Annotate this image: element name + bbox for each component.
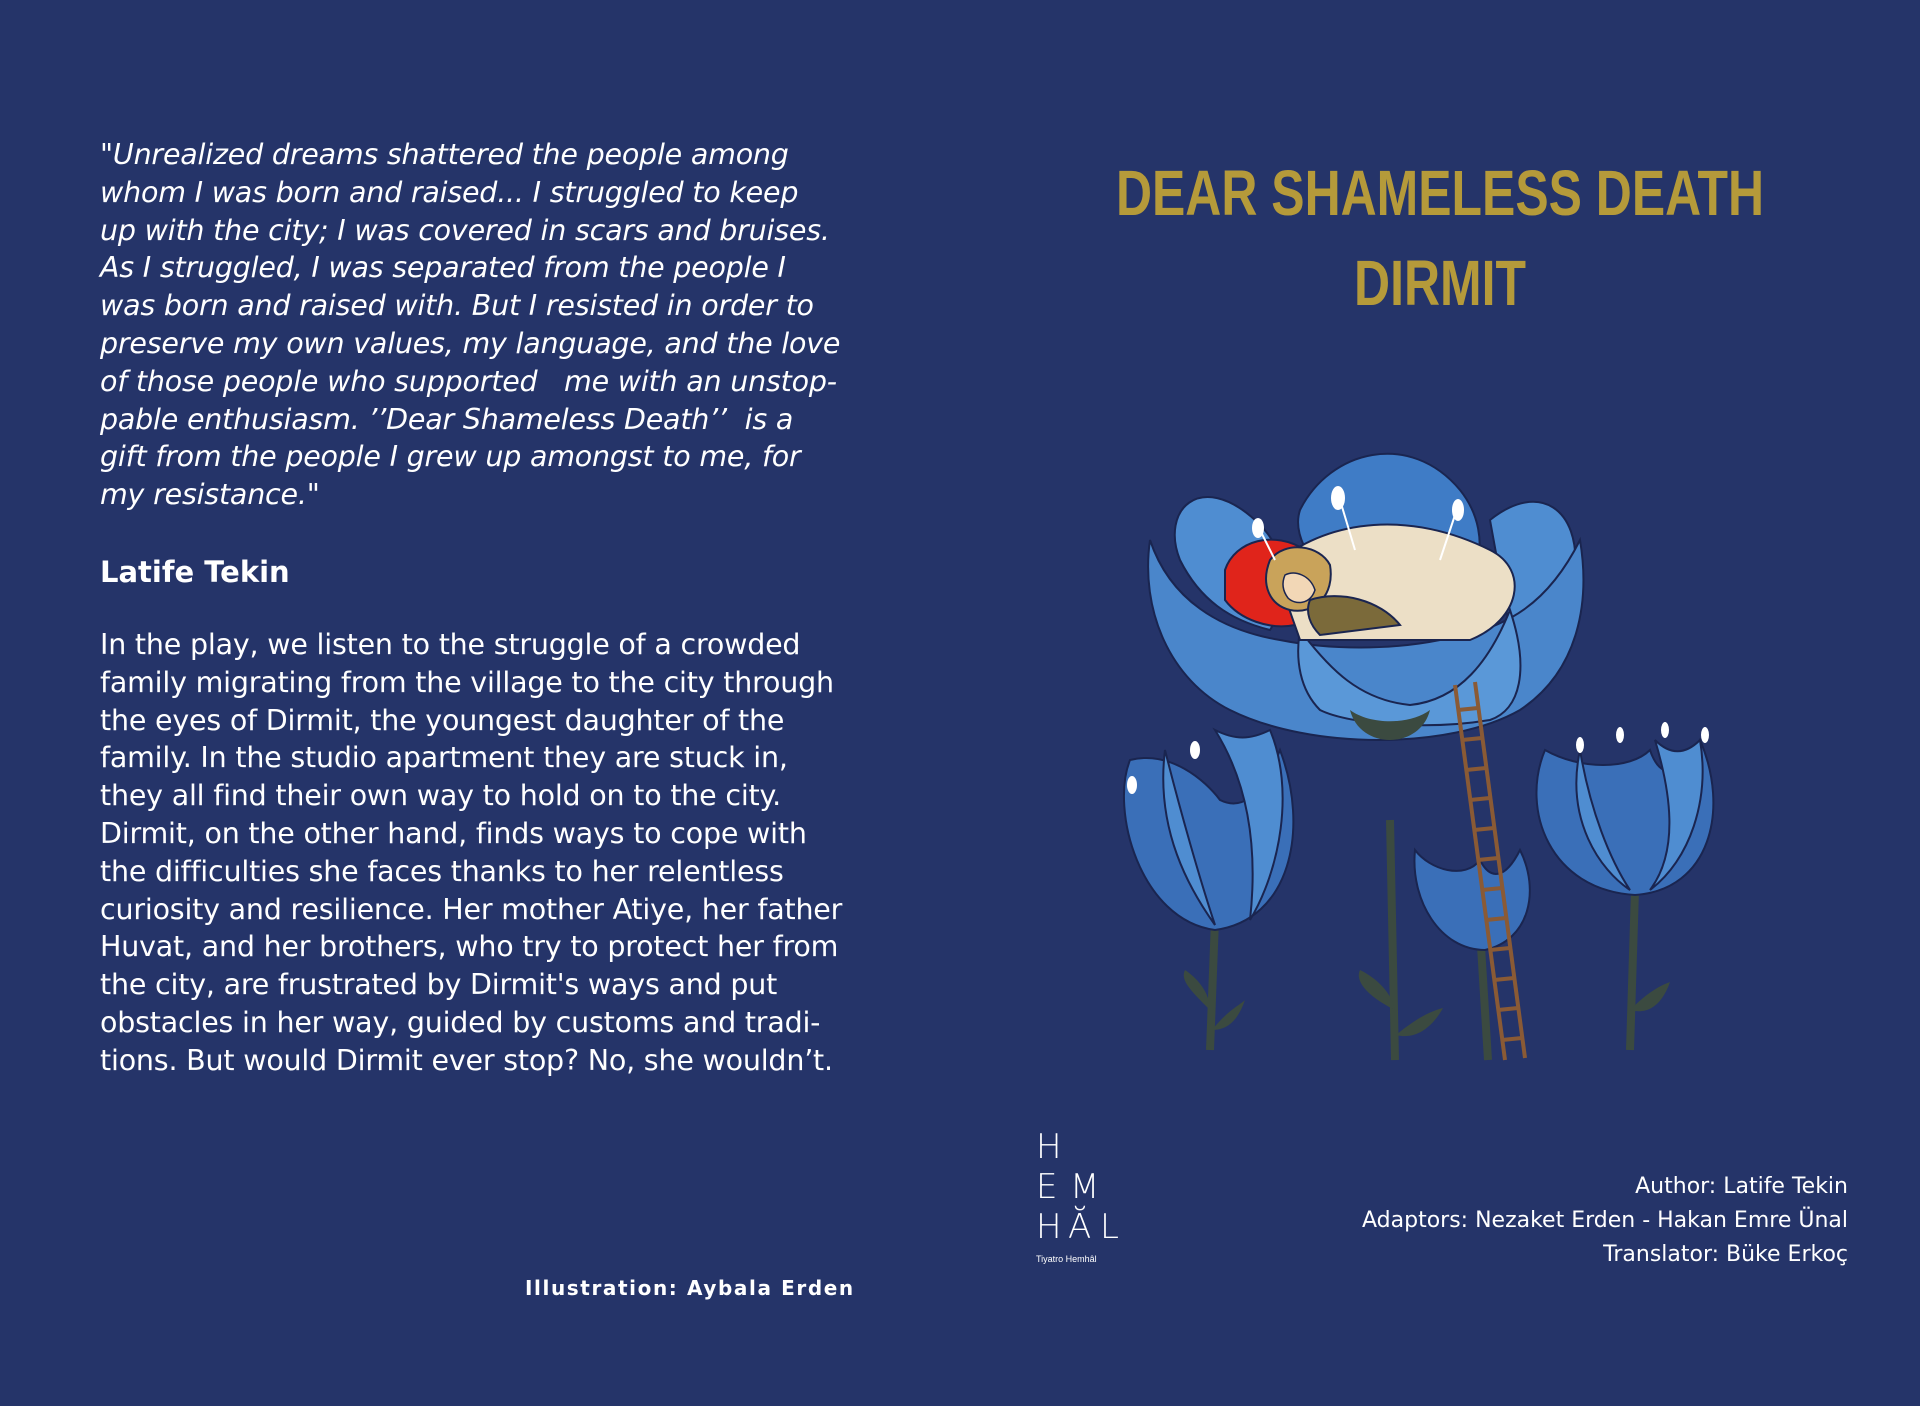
right-flower: [1536, 740, 1713, 895]
credits: [1362, 1170, 1848, 1272]
title-line-2: DIRMIT: [1354, 247, 1526, 319]
author-credit: Author: Latife Tekin: [1635, 1174, 1848, 1199]
logo-letter: H: [1036, 1127, 1062, 1167]
synopsis-line: tions. But would Dirmit ever stop? No, she wouldn’t.: [100, 1043, 833, 1077]
logo-letter: Ă: [1068, 1207, 1092, 1247]
synopsis-line: family migrating from the village to the city through: [100, 665, 834, 699]
synopsis: [100, 626, 860, 1080]
logo-letter: H: [1036, 1207, 1062, 1247]
synopsis-line: obstacles in her way, guided by customs and tradi-: [100, 1005, 821, 1039]
synopsis-line: the difficulties she faces thanks to her relentless: [100, 854, 784, 888]
synopsis-line: the city, are frustrated by Dirmit's ways and put: [100, 968, 778, 1002]
logo-subtitle: Tiyatro Hemhâl: [1036, 1254, 1097, 1264]
synopsis-line: family. In the studio apartment they are stuck in,: [100, 741, 788, 775]
hemhal-logo: [1036, 1127, 1136, 1270]
quote-line: gift from the people I grew up amongst to me, for: [100, 440, 801, 474]
logo-letter: M: [1070, 1167, 1100, 1207]
translator-credit: Translator: Büke Erkoç: [1603, 1242, 1848, 1267]
flower-illustration: [1110, 450, 1730, 1070]
left-flower: [1124, 730, 1293, 930]
middle-flower: [1414, 850, 1529, 950]
synopsis-line: Dirmit, on the other hand, finds ways to cope with: [100, 816, 807, 850]
quote-line: pable enthusiasm. ’’Dear Shameless Death’’ is a: [100, 402, 794, 436]
quote-author: Latife Tekin: [100, 555, 290, 589]
stem-leaves: [1184, 970, 1670, 1036]
sleeping-girl: [1225, 525, 1515, 640]
quote-line: up with the city; I was covered in scars and bruises.: [100, 213, 830, 247]
author-quote: [100, 136, 860, 514]
synopsis-line: curiosity and resilience. Her mother Atiye, her father: [100, 892, 843, 926]
logo-letter: L: [1100, 1207, 1119, 1247]
title-line-1: DEAR SHAMELESS DEATH: [1115, 157, 1765, 229]
synopsis-line: the eyes of Dirmit, the youngest daughter of the: [100, 703, 785, 737]
quote-line: preserve my own values, my language, and the love: [100, 326, 841, 360]
quote-line: "Unrealized dreams shattered the people among: [100, 138, 789, 171]
quote-line: whom I was born and raised... I struggled to keep: [100, 175, 799, 209]
adaptors-credit: Adaptors: Nezaket Erden - Hakan Emre Ünal: [1362, 1208, 1848, 1233]
front-cover: [960, 0, 1920, 1406]
book-title: [1066, 148, 1815, 328]
quote-line: As I struggled, I was separated from the people I: [100, 251, 786, 285]
synopsis-line: Huvat, and her brothers, who try to protect her from: [100, 930, 839, 964]
logo-letter: E: [1036, 1167, 1058, 1207]
synopsis-line: they all find their own way to hold on to the city.: [100, 779, 781, 813]
quote-line: my resistance.": [100, 478, 320, 512]
synopsis-line: In the play, we listen to the struggle of a crowded: [100, 628, 801, 661]
illustration-credit: Illustration: Aybala Erden: [525, 1276, 855, 1300]
quote-line: of those people who supported me with an unstop-: [100, 364, 837, 398]
quote-line: was born and raised with. But I resisted in order to: [100, 289, 814, 323]
